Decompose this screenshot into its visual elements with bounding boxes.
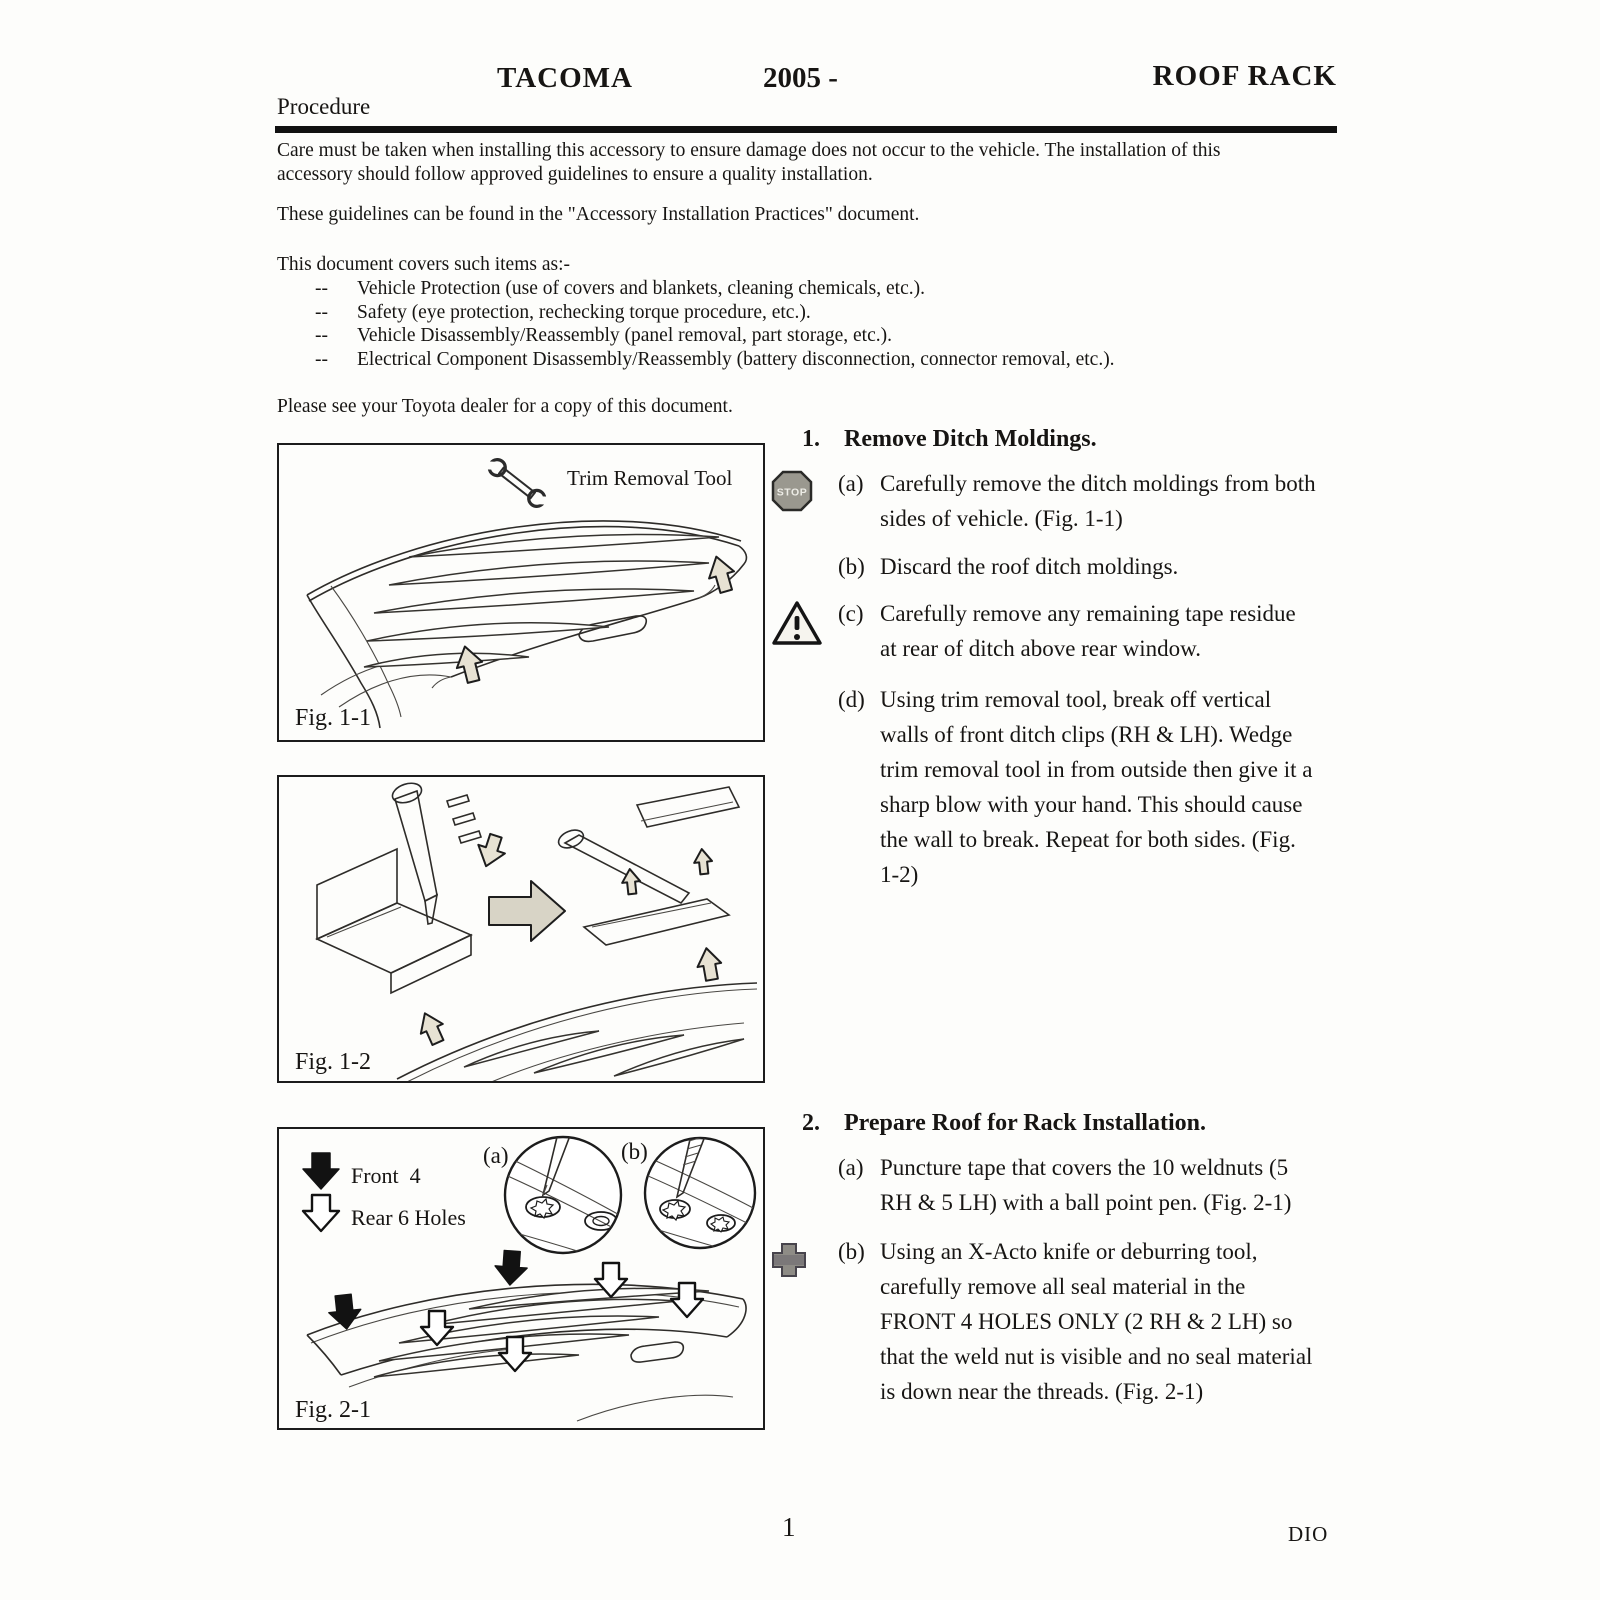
list-item-text: Electrical Component Disassembly/Reassembly (battery disconnection, connector removal, etc.). (357, 348, 1115, 370)
legend-front-label: Front 4 (351, 1163, 421, 1188)
substep-1b (770, 549, 1318, 584)
clip-and-tool-drawing (317, 780, 509, 993)
figure-1-2-drawing (279, 777, 763, 1081)
substep-label: (a) (838, 471, 864, 496)
intro-paragraph-dealer: Please see your Toyota dealer for a copy of this document. (277, 396, 733, 417)
substep-label: (a) (838, 1155, 864, 1180)
up-arrow-icon (695, 946, 724, 982)
substep-2b (770, 1234, 1318, 1409)
inset-a-label: (a) (483, 1143, 509, 1168)
step-2-heading (770, 1108, 1318, 1138)
legend-front-arrow-icon (303, 1153, 339, 1189)
figure-caption: Fig. 2-1 (295, 1397, 372, 1423)
up-arrow-icon (704, 553, 739, 595)
header-year: 2005 - (763, 62, 838, 94)
figure-2-1-drawing (279, 1129, 763, 1428)
list-item (277, 277, 1295, 301)
legend-rear-arrow-icon (303, 1195, 339, 1231)
up-arrow-icon (693, 848, 714, 875)
step-title: Remove Ditch Moldings. (844, 426, 1097, 452)
header-model: TACOMA (497, 62, 633, 94)
substep-icon-spacer (770, 682, 838, 892)
list-item (277, 324, 1295, 348)
stop-icon (770, 466, 838, 536)
trim-removal-tool-icon (483, 454, 551, 512)
inset-b-circle (645, 1138, 755, 1248)
step-number: 2. (802, 1110, 820, 1136)
step-number: 1. (802, 426, 820, 452)
list-bullet: -- (315, 301, 328, 323)
warning-icon (770, 596, 838, 666)
trim-removal-tool-label: Trim Removal Tool (567, 466, 733, 490)
substep-icon-spacer (770, 549, 838, 584)
step-title: Prepare Roof for Rack Installation. (844, 1110, 1206, 1136)
figures-column (277, 443, 765, 1430)
list-item (277, 301, 1295, 325)
figure-caption: Fig. 1-1 (295, 705, 372, 731)
figure-caption: Fig. 1-2 (295, 1049, 372, 1075)
step-2 (770, 1108, 1318, 1409)
intro-paragraph-guidelines: These guidelines can be found in the "Accessory Installation Practices" document. (277, 204, 920, 225)
figure-2-1 (277, 1127, 765, 1430)
section-title: Procedure (277, 94, 371, 119)
intro-paragraph-care: Care must be taken when installing this accessory to ensure damage does not occur to the vehicle. The installation of this accessory should follow approved guidelines to ensure a quality installation. (277, 140, 1221, 185)
substep-1c (770, 596, 1318, 666)
substep-text: Using trim removal tool, break off vertical walls of front ditch clips (RH & LH). Wedge trim removal tool in from outside then give it a sharp blow with your hand. This should cause the wall to break. Repeat for both sides. (Fig. 1-2) (880, 687, 1313, 887)
up-arrow-icon (621, 868, 642, 895)
substep-label: (b) (838, 554, 865, 579)
header-rule (275, 126, 1337, 133)
list-item-text: Vehicle Disassembly/Reassembly (panel removal, part storage, etc.). (357, 325, 892, 346)
step-1 (770, 424, 1318, 892)
substep-1a (770, 466, 1318, 536)
substep-label: (b) (838, 1239, 865, 1264)
list-item (277, 348, 1295, 372)
figure-1-2 (277, 775, 765, 1083)
list-item-text: Vehicle Protection (use of covers and blankets, cleaning chemicals, etc.). (357, 278, 925, 299)
list-bullet: -- (315, 348, 328, 370)
substep-text: Discard the roof ditch moldings. (880, 554, 1179, 579)
stop-icon-label: STOP (776, 486, 808, 499)
inset-b-label: (b) (621, 1139, 648, 1164)
list-bullet: -- (315, 325, 328, 346)
header-accessory: ROOF RACK (1152, 60, 1337, 92)
front-hole-arrow-icon (494, 1250, 528, 1286)
step-1-heading (770, 424, 1318, 454)
page-number: 1 (782, 1512, 796, 1542)
roof-holes-drawing (307, 1250, 746, 1421)
substep-text: Carefully remove the ditch moldings from both sides of vehicle. (Fig. 1-1) (880, 471, 1316, 531)
substep-2a (770, 1150, 1318, 1220)
substep-icon-spacer (770, 1150, 838, 1220)
intro-block (277, 139, 1295, 419)
list-item-text: Safety (eye protection, rechecking torque procedure, etc.). (357, 301, 811, 323)
figure-1-1 (277, 443, 765, 742)
up-arrow-icon (452, 643, 486, 684)
substep-1d (770, 682, 1318, 892)
substep-label: (d) (838, 687, 865, 712)
right-arrow-icon (489, 881, 565, 941)
roof-drawing (307, 521, 746, 728)
doc-code: DIO (1288, 1522, 1329, 1546)
intro-paragraph-covers: This document covers such items as:- (277, 253, 570, 275)
legend-rear-label: Rear 6 Holes (351, 1205, 466, 1230)
substep-text: Puncture tape that covers the 10 weldnuts (5 RH & 5 LH) with a ball point pen. (Fig. 2-1) (880, 1155, 1292, 1215)
substep-label: (c) (838, 601, 864, 626)
roof-corner-drawing (397, 946, 757, 1081)
broken-clip-drawing (556, 787, 739, 945)
substep-text: Carefully remove any remaining tape residue at rear of ditch above rear window. (880, 601, 1296, 661)
covered-items-list (277, 277, 1295, 371)
figure-1-1-drawing (279, 445, 763, 740)
plus-icon (770, 1234, 838, 1409)
substep-text: Using an X-Acto knife or deburring tool, carefully remove all seal material in the FRONT 4 HOLES ONLY (2 RH & 2 LH) so that the weld nut is visible and no seal material is down near the threads. (Fig. 2-1) (880, 1239, 1313, 1404)
list-bullet: -- (315, 278, 328, 299)
up-arrow-icon (414, 1008, 449, 1047)
